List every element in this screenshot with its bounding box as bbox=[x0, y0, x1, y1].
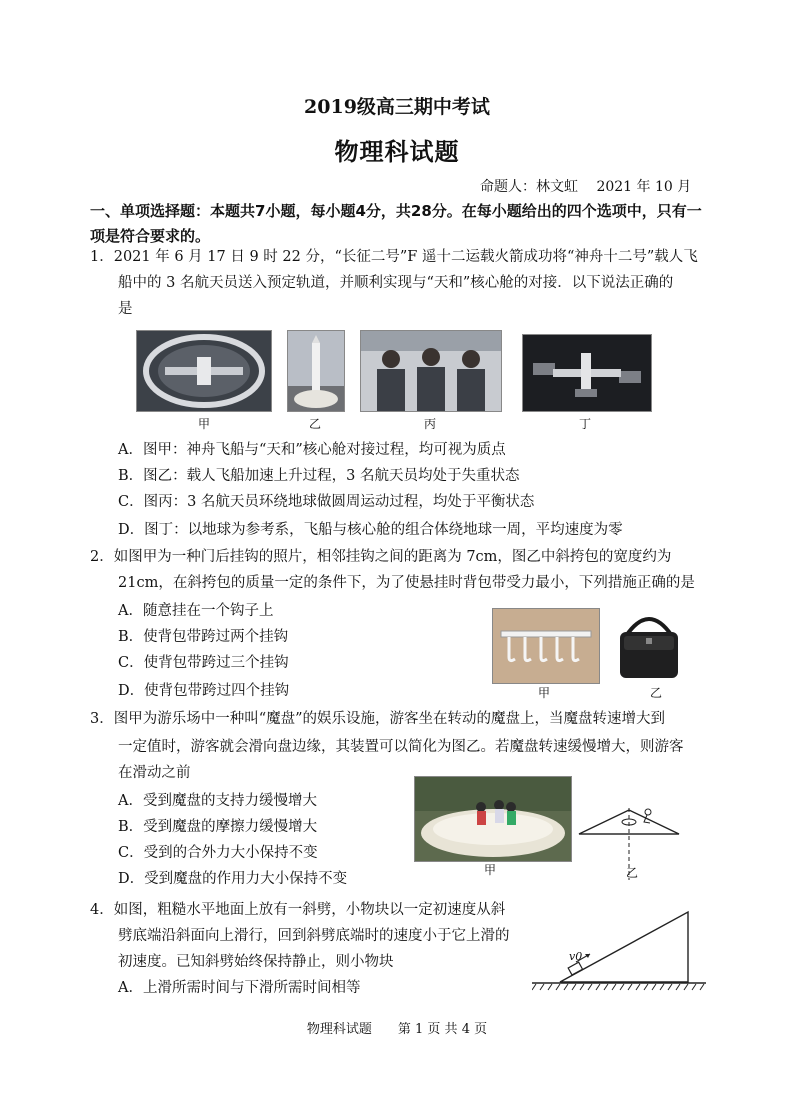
q3-option-d: D．受到魔盘的作用力大小保持不变 bbox=[118, 871, 348, 887]
exam-title: 2019级高三期中考试 bbox=[304, 96, 490, 118]
q3-caption-jia: 甲 bbox=[484, 863, 497, 877]
q2-option-a: A．随意挂在一个钩子上 bbox=[118, 603, 274, 619]
q1-option-c: C．图丙：3 名航天员环绕地球做圆周运动过程，均处于平衡状态 bbox=[118, 494, 535, 510]
q1-stem-line3: 是 bbox=[118, 301, 133, 317]
q3-photo-magic-disc bbox=[414, 776, 572, 862]
q1-option-a: A．图甲：神舟飞船与“天和”核心舱对接过程，均可视为质点 bbox=[118, 442, 506, 458]
section-heading-line2: 项是符合要求的。 bbox=[90, 227, 211, 245]
q4-stem-line1: 4．如图，粗糙水平地面上放有一斜劈，小物块以一定初速度从斜 bbox=[90, 902, 506, 918]
q2-stem-line2: 21cm，在斜挎包的质量一定的条件下，为了使悬挂时背包带受力最小，下列措施正确的是 bbox=[118, 575, 695, 591]
q1-caption-jia: 甲 bbox=[198, 417, 211, 431]
q1-option-b: B．图乙：载人飞船加速上升过程，3 名航天员均处于失重状态 bbox=[118, 468, 520, 484]
author-date: 命题人：林文虹 2021 年 10 月 bbox=[480, 179, 692, 195]
q1-caption-yi: 乙 bbox=[309, 417, 322, 431]
q2-photo-bag bbox=[612, 606, 686, 682]
q1-stem-line1: 1．2021 年 6 月 17 日 9 时 22 分，“长征二号”F 遥十二运载火箭成功将“神舟十二号”载人飞 bbox=[90, 249, 698, 265]
q2-option-b: B．使背包带跨过两个挂钩 bbox=[118, 629, 289, 645]
q4-stem-line3: 初速度。已知斜劈始终保持静止，则小物块 bbox=[118, 954, 394, 970]
q1-photo-docking bbox=[136, 330, 272, 412]
q2-stem-line1: 2．如图甲为一种门后挂钩的照片，相邻挂钩之间的距离为 7cm，图乙中斜挎包的宽度约为 bbox=[90, 549, 672, 565]
q4-option-a: A．上滑所需时间与下滑所需时间相等 bbox=[118, 980, 361, 996]
q3-stem-line1: 3．图甲为游乐场中一种叫“魔盘”的娱乐设施，游客坐在转动的魔盘上，当魔盘转速增大到 bbox=[90, 711, 666, 727]
q4-v0-label: v0 bbox=[569, 950, 583, 963]
q1-stem-line2: 船中的 3 名航天员送入预定轨道，并顺利实现与“天和”核心舱的对接．以下说法正确的 bbox=[118, 275, 674, 291]
q2-photo-hooks bbox=[492, 608, 600, 684]
section-heading-line1: 一、单项选择题：本题共7小题，每小题4分，共28分。在每小题给出的四个选项中，只有一 bbox=[90, 202, 702, 220]
q3-caption-yi: 乙 bbox=[626, 866, 639, 880]
q3-option-c: C．受到的合外力大小保持不变 bbox=[118, 845, 318, 861]
q3-option-a: A．受到魔盘的支持力缓慢增大 bbox=[118, 793, 317, 809]
q1-option-d: D．图丁：以地球为参考系，飞船与核心舱的组合体绕地球一周，平均速度为零 bbox=[118, 522, 623, 538]
q2-option-c: C．使背包带跨过三个挂钩 bbox=[118, 655, 289, 671]
q1-photo-station bbox=[522, 334, 652, 412]
q3-stem-line2: 一定值时，游客就会滑向盘边缘，其装置可以简化为图乙。若魔盘转速缓慢增大，则游客 bbox=[118, 739, 684, 755]
q2-caption-jia: 甲 bbox=[538, 686, 551, 700]
q2-option-d: D．使背包带跨过四个挂钩 bbox=[118, 683, 290, 699]
q1-photo-astronauts bbox=[360, 330, 502, 412]
q1-caption-ding: 丁 bbox=[579, 417, 592, 431]
q1-photo-launch bbox=[287, 330, 345, 412]
subject-title: 物理科试题 bbox=[334, 137, 460, 166]
q1-caption-bing: 丙 bbox=[424, 417, 437, 431]
q3-option-b: B．受到魔盘的摩擦力缓慢增大 bbox=[118, 819, 318, 835]
q2-caption-yi: 乙 bbox=[650, 686, 663, 700]
q4-diagram-wedge bbox=[532, 906, 706, 992]
page-footer: 物理科试题 第 1 页 共 4 页 bbox=[306, 1022, 488, 1037]
q3-stem-line3: 在滑动之前 bbox=[118, 765, 191, 781]
q4-stem-line2: 劈底端沿斜面向上滑行，回到斜劈底端时的速度小于它上滑的 bbox=[118, 928, 510, 944]
